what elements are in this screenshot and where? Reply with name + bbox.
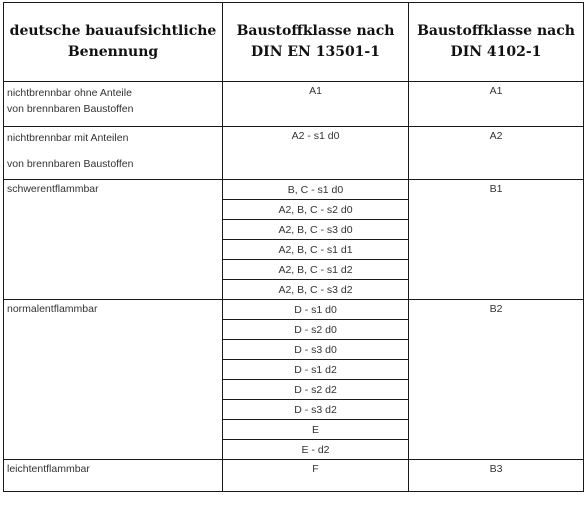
fire-class-table — [3, 2, 584, 492]
row-label-line1: nichtbrennbar mit Anteilen — [7, 132, 129, 144]
table-row — [4, 82, 584, 127]
en-class-cell: A2, B, C - s1 d2 — [223, 260, 409, 280]
en-class-cell: B, C - s1 d0 — [223, 180, 409, 200]
row-label: normalentflammbar — [4, 300, 223, 460]
din-class-cell: B2 — [409, 300, 584, 460]
header-din-en — [223, 3, 409, 82]
table-row — [4, 300, 584, 320]
din-class-cell: A1 — [409, 82, 584, 127]
en-class-cell: E - d2 — [223, 440, 409, 460]
row-label: schwerentflammbar — [4, 180, 223, 300]
en-class-cell: A2, B, C - s1 d1 — [223, 240, 409, 260]
header-din-4102 — [409, 3, 584, 82]
en-class-cell: D - s3 d2 — [223, 400, 409, 420]
en-class-cell: A2 - s1 d0 — [223, 127, 409, 180]
header-benennung-line2: Benennung — [67, 44, 159, 60]
header-din-4102-line1: Baustoffklasse nach — [417, 23, 575, 39]
header-din-en-line1: Baustoffklasse nach — [236, 23, 395, 39]
header-row — [4, 3, 584, 82]
header-din-4102-line2: DIN 4102-1 — [450, 44, 542, 60]
table-row — [4, 460, 584, 492]
row-label: leichtentflammbar — [4, 460, 223, 492]
din-class-cell: B1 — [409, 180, 584, 300]
en-class-cell: D - s1 d2 — [223, 360, 409, 380]
en-class-cell: E — [223, 420, 409, 440]
en-class-cell: F — [223, 460, 409, 492]
en-class-cell: A1 — [223, 82, 409, 127]
din-class-cell: A2 — [409, 127, 584, 180]
en-class-cell: A2, B, C - s3 d0 — [223, 220, 409, 240]
table-row — [4, 127, 584, 180]
row-label — [4, 127, 223, 180]
en-class-cell: D - s3 d0 — [223, 340, 409, 360]
en-class-cell: D - s2 d0 — [223, 320, 409, 340]
row-label-line2: von brennbaren Baustoffen — [7, 158, 134, 170]
header-din-en-line2: DIN EN 13501-1 — [251, 44, 380, 60]
header-benennung-line1: deutsche bauaufsichtliche — [9, 23, 217, 39]
en-class-cell: A2, B, C - s3 d2 — [223, 280, 409, 300]
header-benennung — [4, 3, 223, 82]
en-class-cell: A2, B, C - s2 d0 — [223, 200, 409, 220]
row-label-line1: nichtbrennbar ohne Anteile — [7, 87, 132, 99]
row-label — [4, 82, 223, 127]
en-class-cell: D - s2 d2 — [223, 380, 409, 400]
din-class-cell: B3 — [409, 460, 584, 492]
row-label-line2: von brennbaren Baustoffen — [7, 103, 134, 115]
en-class-cell: D - s1 d0 — [223, 300, 409, 320]
table-row — [4, 180, 584, 200]
